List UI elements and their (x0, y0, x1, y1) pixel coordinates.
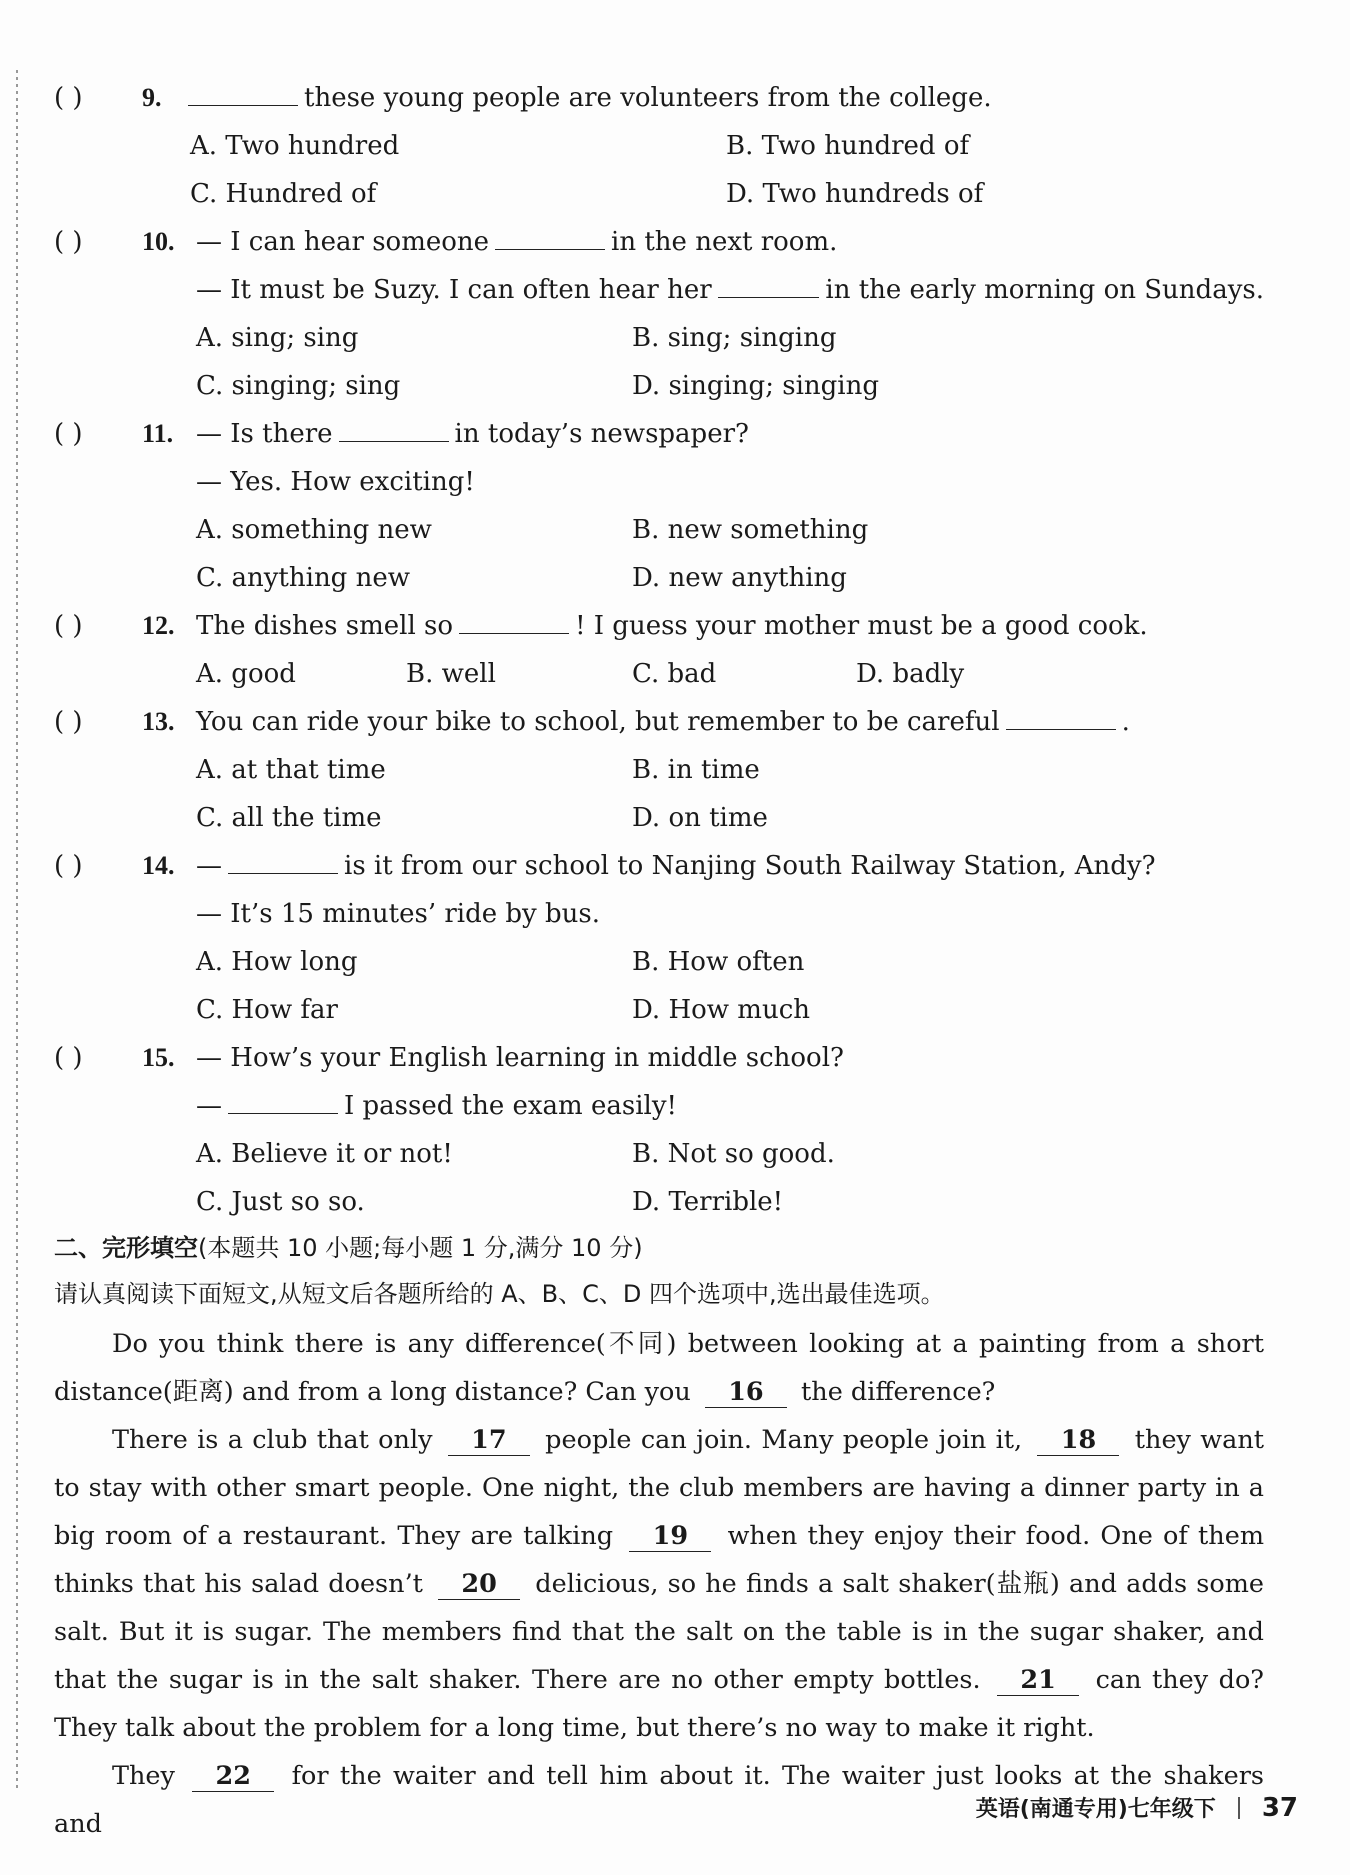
option-b: B. new something (632, 515, 869, 545)
answer-blank (718, 273, 820, 298)
answer-blank (459, 609, 569, 634)
options-row (54, 746, 1264, 794)
answer-blank (339, 417, 449, 442)
question-text: ! I guess your mother must be a good cook. (575, 611, 1148, 641)
option-b: B. How often (632, 947, 805, 977)
question-10 (54, 218, 1264, 410)
answer-blank (495, 225, 605, 250)
section-instruction: 请认真阅读下面短文,从短文后各题所给的 A、B、C、D 四个选项中,选出最佳选项。 (54, 1280, 945, 1308)
answer-blank (1006, 705, 1116, 730)
option-c: C. How far (196, 995, 338, 1025)
passage-text: people can join. Many people join it, (545, 1425, 1023, 1455)
question-text: — How’s your English learning in middle school? (196, 1043, 844, 1073)
options-row (54, 986, 1264, 1034)
reply-text: — (196, 1091, 222, 1121)
options-row (54, 938, 1264, 986)
passage-paragraph (54, 1320, 1264, 1416)
options-row (54, 506, 1264, 554)
section-note: (本题共 10 小题;每小题 1 分,满分 10 分) (198, 1234, 643, 1262)
cloze-blank-17: 17 (448, 1425, 530, 1456)
option-b: B. Not so good. (632, 1139, 835, 1169)
reply-text: — Yes. How exciting! (196, 467, 475, 497)
question-11 (54, 410, 1264, 602)
question-text: — I can hear someone (196, 227, 490, 257)
option-a: A. How long (196, 947, 358, 977)
options-row (54, 554, 1264, 602)
option-d: D. on time (632, 803, 768, 833)
question-text: — Is there (196, 419, 333, 449)
reply-text: I passed the exam easily! (344, 1091, 677, 1121)
option-c: C. anything new (196, 563, 410, 593)
cloze-passage (54, 1320, 1264, 1848)
question-13 (54, 698, 1264, 842)
reply-text: — It’s 15 minutes’ ride by bus. (196, 899, 601, 929)
answer-paren: ( ) (54, 419, 83, 449)
option-d: D. new anything (632, 563, 847, 593)
option-a: A. Believe it or not! (196, 1139, 453, 1169)
answer-paren: ( ) (54, 1043, 83, 1073)
section-heading (54, 1228, 643, 1263)
question-number: 15. (142, 1043, 175, 1072)
question-number: 12. (142, 611, 175, 640)
option-a: A. good (196, 659, 296, 689)
passage-text: for the waiter and tell him about it. The waiter just looks at the shakers and (54, 1761, 1265, 1839)
question-number: 14. (142, 851, 175, 880)
passage-text: There is a club that only (112, 1425, 433, 1455)
cloze-blank-18: 18 (1037, 1425, 1119, 1456)
question-text: — (196, 851, 222, 881)
passage-text: the difference? (801, 1377, 996, 1407)
reply-text: — It must be Suzy. I can often hear her (196, 275, 712, 305)
options-row (54, 170, 1264, 218)
footer-divider (1238, 1797, 1240, 1819)
question-text: these young people are volunteers from the college. (304, 83, 992, 113)
cloze-blank-21: 21 (997, 1665, 1079, 1696)
passage-text: They (112, 1761, 175, 1791)
question-number: 13. (142, 707, 175, 736)
passage-text: when they enjoy their food. One of them thinks that his salad doesn’t (54, 1521, 1265, 1599)
options-row (54, 362, 1264, 410)
cloze-blank-22: 22 (192, 1761, 274, 1792)
answer-blank (228, 849, 338, 874)
question-number: 10. (142, 227, 175, 256)
passage-text: they want to stay with other smart people. One night, the club members are having a dinner party in a big room of a restaurant. They are talking (54, 1425, 1264, 1551)
question-9 (54, 74, 1264, 218)
option-b: B. well (406, 659, 496, 689)
option-d: D. Terrible! (632, 1187, 784, 1217)
binding-margin-line (16, 70, 18, 1790)
options-row (54, 650, 1264, 698)
question-15 (54, 1034, 1264, 1226)
passage-text: can they do? They talk about the problem for a long time, but there’s no way to make it right. (54, 1665, 1264, 1743)
option-c: C. all the time (196, 803, 382, 833)
page-number: 37 (1261, 1792, 1298, 1823)
question-text: in today’s newspaper? (454, 419, 749, 449)
answer-blank (228, 1089, 338, 1114)
option-d: D. badly (856, 659, 965, 689)
option-b: B. sing; singing (632, 323, 837, 353)
question-text: is it from our school to Nanjing South Railway Station, Andy? (344, 851, 1156, 881)
passage-paragraph (54, 1416, 1264, 1752)
option-b: B. Two hundred of (726, 131, 970, 161)
question-text: You can ride your bike to school, but remember to be careful (196, 707, 1000, 737)
options-row (54, 1130, 1264, 1178)
cloze-blank-19: 19 (629, 1521, 711, 1552)
options-row (54, 314, 1264, 362)
reply-text: in the early morning on Sundays. (825, 275, 1264, 305)
options-row (54, 122, 1264, 170)
question-text: The dishes smell so (196, 611, 454, 641)
option-c: C. Hundred of (190, 179, 377, 209)
answer-paren: ( ) (54, 707, 83, 737)
option-d: D. singing; singing (632, 371, 879, 401)
question-14 (54, 842, 1264, 1034)
answer-paren: ( ) (54, 611, 83, 641)
options-row (54, 794, 1264, 842)
passage-text: Do you think there is any difference(不同) between looking at a painting from a short distance(距离) and from a long distance? Can you (54, 1329, 1264, 1407)
question-number: 11. (142, 419, 174, 448)
option-a: A. at that time (196, 755, 386, 785)
question-text: in the next room. (611, 227, 838, 257)
options-row (54, 1178, 1264, 1226)
cloze-blank-16: 16 (705, 1377, 787, 1408)
answer-paren: ( ) (54, 227, 83, 257)
option-d: D. Two hundreds of (726, 179, 984, 209)
option-a: A. Two hundred (190, 131, 400, 161)
option-d: D. How much (632, 995, 811, 1025)
option-c: C. bad (632, 659, 717, 689)
option-a: A. sing; sing (196, 323, 359, 353)
question-number: 9. (142, 83, 162, 112)
option-c: C. singing; sing (196, 371, 401, 401)
cloze-blank-20: 20 (438, 1569, 520, 1600)
question-12 (54, 602, 1264, 698)
multiple-choice-questions (54, 74, 1264, 1226)
answer-blank (188, 81, 298, 106)
answer-paren: ( ) (54, 851, 83, 881)
passage-text: delicious, so he finds a salt shaker(盐瓶) and adds some salt. But it is sugar. The members find that the salt on the table is in the sugar shaker, and that the sugar is in the salt shaker. There are no other empty bottles. (54, 1569, 1264, 1695)
question-text: . (1121, 707, 1130, 737)
option-c: C. Just so so. (196, 1187, 365, 1217)
section-title: 二、完形填空 (54, 1234, 198, 1262)
footer-book-title: 英语(南通专用)七年级下 (975, 1797, 1216, 1822)
option-a: A. something new (196, 515, 432, 545)
option-b: B. in time (632, 755, 760, 785)
page-footer (976, 1792, 1298, 1823)
answer-paren: ( ) (54, 83, 83, 113)
